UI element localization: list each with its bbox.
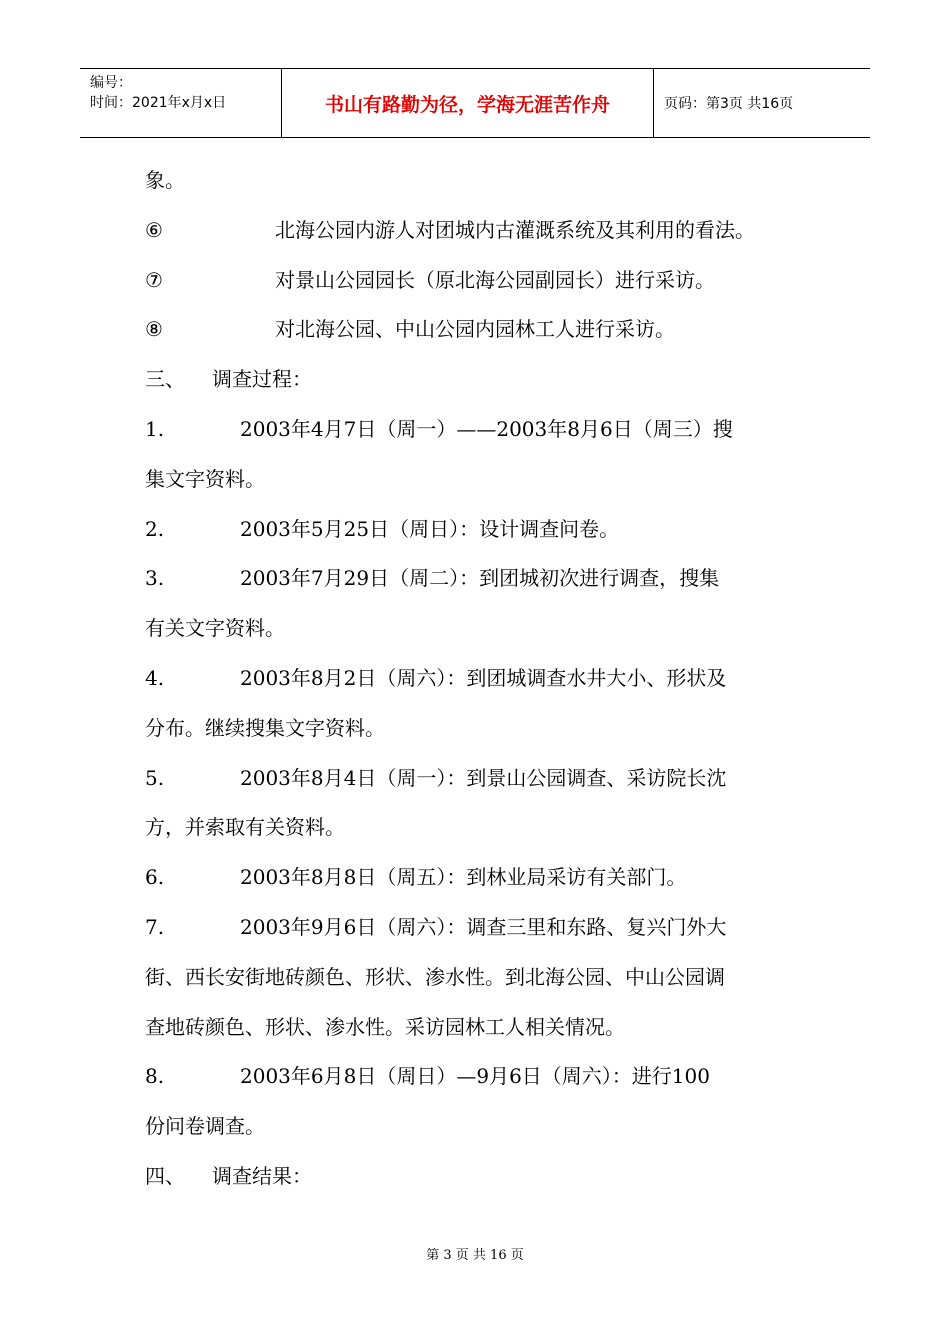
line-number: ⑦ (145, 267, 163, 292)
document-header (80, 68, 870, 138)
line-number: 6. (145, 865, 165, 890)
line-text: 份问卷调查。 (145, 1114, 265, 1139)
line-text: 集文字资料。 (145, 466, 265, 491)
line-number: 8. (145, 1064, 165, 1089)
line-text: 对北海公园、中山公园内园林工人进行采访。 (275, 317, 675, 342)
line-text: 象。 (145, 168, 185, 192)
line-number: 3. (145, 566, 165, 591)
line-number: 4. (145, 666, 165, 690)
date-label: 时间：2021年x月x日 (90, 95, 227, 111)
header-page-info: 页码：第3页 共16页 (664, 96, 794, 112)
line-text: 2003年8月4日（周一）：到景山公园调查、采访院长沈 (240, 765, 727, 790)
line-number: 四、 (145, 1164, 185, 1188)
line-text: 分布。继续搜集文字资料。 (145, 715, 385, 740)
line-text: 2003年8月2日（周六）：到团城调查水井大小、形状及 (240, 666, 727, 690)
line-text: 2003年8月8日（周五）：到林业局采访有关部门。 (240, 865, 687, 890)
line-text: 调查过程： (212, 367, 312, 392)
line-number: 5. (145, 765, 165, 790)
line-number: 7. (145, 915, 165, 939)
line-text: 北海公园内游人对团城内古灌溉系统及其利用的看法。 (275, 217, 755, 242)
line-text: 有关文字资料。 (145, 616, 285, 641)
line-number: ⑧ (145, 317, 163, 342)
line-number: ⑥ (145, 217, 163, 242)
line-text: 方，并索取有关资料。 (145, 815, 345, 840)
page-footer: 第 3 页 共 16 页 (426, 1248, 524, 1263)
line-text: 对景山公园园长（原北海公园副园长）进行采访。 (275, 267, 715, 292)
line-text: 调查结果： (212, 1164, 312, 1188)
line-number: 2. (145, 516, 165, 541)
line-text: 街、西长安街地砖颜色、形状、渗水性。到北海公园、中山公园调 (145, 964, 725, 989)
number-label: 编号： (90, 75, 132, 91)
line-text: 2003年6月8日（周日）—9月6日（周六）：进行100 (240, 1064, 710, 1089)
line-text: 2003年9月6日（周六）：调查三里和东路、复兴门外大 (240, 915, 727, 939)
line-number: 三、 (145, 367, 185, 392)
line-text: 2003年7月29日（周二）：到团城初次进行调查，搜集 (240, 566, 720, 591)
header-meta (80, 69, 282, 137)
line-text: 2003年5月25日（周日）：设计调查问卷。 (240, 516, 620, 541)
line-text: 2003年4月7日（周一）——2003年8月6日（周三）搜 (240, 417, 733, 441)
header-motto: 书山有路勤为径，学海无涯苦作舟 (282, 69, 654, 137)
line-number: 1. (145, 417, 165, 441)
line-text: 查地砖颜色、形状、渗水性。采访园林工人相关情况。 (145, 1014, 625, 1039)
